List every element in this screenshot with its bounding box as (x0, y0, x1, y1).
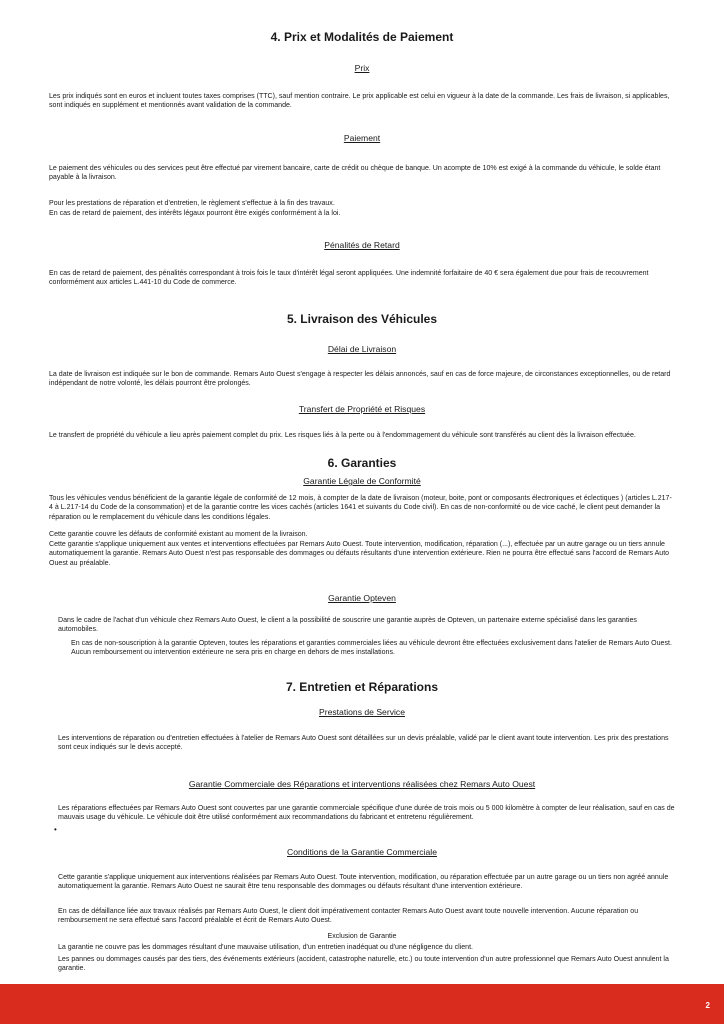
penalites-heading: Pénalités de Retard (324, 240, 400, 250)
exclusion-paragraph-2: Les pannes ou dommages causés par des tiers, des événements extérieurs (accident, catastrophe naturelle, etc.) ou toute intervention d'un autre professionnel que Remars Auto Ouest annulent la garantie. (58, 956, 669, 973)
prestations-heading: Prestations de Service (319, 707, 405, 717)
prix-heading: Prix (354, 63, 370, 73)
paiement-paragraph-2: Pour les prestations de réparation et d'entretien, le règlement s'effectue à la fin des travaux. (49, 200, 335, 207)
exclusion-heading: Exclusion de Garantie (327, 933, 397, 940)
garantie-legale-paragraph-1: Tous les véhicules vendus bénéficient de la garantie légale de conformité de 12 mois, à compter de la date de livraison (moteur, boite, pont or composants électroniques et éclectiques ) (articles L.217-4 à L.217-14 du Code de la consommation) et de la garantie contre les vices cachés (articles 1641 et suivants du Code civil). En cas de non-conformité ou de vice caché, le client peut demander la réparation ou le remplacement du véhicule dans les conditions légales. (49, 495, 672, 521)
delai-paragraph: La date de livraison est indiquée sur le bon de commande. Remars Auto Ouest s'engage à respecter les délais annoncés, sauf en cas de force majeure, de circonstances exceptionnelles, ou de retard indépendant de notre volonté, les délais pourront être prolongés. (49, 371, 671, 388)
garantie-legale-paragraph-3: Cette garantie s'applique uniquement aux ventes et interventions effectuées par Remars Auto Ouest. Toute intervention, modification, réparation (...), effectuée par un autre garage ou un tiers annule automatiquement la garantie. Remars Auto Ouest n'est pas responsable des dommages ou défauts résultants d'une intervention extérieure. Rien ne pourra être effectué sans l'accord de Remars Auto Ouest au préalable. (49, 541, 670, 567)
prestations-paragraph: Les interventions de réparation ou d'entretien effectuées à l'atelier de Remars Auto Ouest sont détaillées sur un devis préalable, validé par le client avant toute intervention. Les prix des prestations sont ceux indiqués sur le devis accepté. (58, 735, 669, 752)
transfert-paragraph: Le transfert de propriété du véhicule a lieu après paiement complet du prix. Les risques liés à la perte ou à l'endommagement du véhicule sont transférés au client dès la livraison effectuée. (49, 432, 636, 439)
page-number: 2 (705, 1001, 710, 1010)
garantie-opteven-paragraph-2: En cas de non-souscription à la garantie Opteven, toutes les réparations et garanties commerciales liées au véhicule devront être effectuées exclusivement dans l'atelier de Remars Auto Ouest. Aucun remboursement ou intervention extérieure ne sera pris en charge en dehors de mes installations. (71, 640, 672, 657)
section-7-title: 7. Entretien et Réparations (285, 680, 439, 694)
conditions-paragraph-1: Cette garantie s'applique uniquement aux interventions réalisées par Remars Auto Ouest. Toute intervention, modification, ou réparation effectuée par un autre garage ou un tiers non agréé annule automatiquement la garantie. Remars Auto Ouest ne saurait être tenu responsable des dommages ou défauts résultant d'une intervention extérieure. (58, 874, 669, 891)
exclusion-paragraph-1: La garantie ne couvre pas les dommages résultant d'une mauvaise utilisation, d'un entretien inadéquat ou d'une négligence du client. (58, 944, 473, 951)
section-4-title: 4. Prix et Modalités de Paiement (270, 30, 454, 44)
paiement-paragraph-3: En cas de retard de paiement, des intérêts légaux pourront être exigés conformément à la loi. (49, 210, 341, 217)
paiement-paragraph-1: Le paiement des véhicules ou des services peut être effectué par virement bancaire, carte de crédit ou chèque de banque. Un acompte de 10% est exigé à la commande du véhicule, le solde étant payable à la livraison. (49, 165, 661, 182)
garantie-commerciale-heading: Garantie Commerciale des Réparations et interventions réalisées chez Remars Auto Ouest (188, 779, 536, 789)
garantie-legale-heading: Garantie Légale de Conformité (303, 476, 421, 486)
garantie-opteven-paragraph-1: Dans le cadre de l'achat d'un véhicule chez Remars Auto Ouest, le client a la possibilité de souscrire une garantie auprès de Opteven, un partenaire externe spécialisé dans les garanties automobiles. (58, 617, 637, 634)
penalites-paragraph: En cas de retard de paiement, des pénalités correspondant à trois fois le taux d'intérêt légal seront appliquées. Une indemnité forfaitaire de 40 € sera également due pour frais de recouvrement conformément aux articles L.441-10 du Code de commerce. (49, 270, 649, 287)
transfert-heading: Transfert de Propriété et Risques (298, 404, 426, 414)
footer-band (0, 984, 724, 1024)
section-6-title: 6. Garanties (327, 456, 397, 470)
section-5-title: 5. Livraison des Véhicules (286, 312, 438, 326)
delai-heading: Délai de Livraison (327, 344, 397, 354)
conditions-paragraph-2: En cas de défaillance liée aux travaux réalisés par Remars Auto Ouest, le client doit impérativement contacter Remars Auto Ouest avant toute nouvelle intervention. Aucune réparation ou remboursement ne sera effectué sans l'accord préalable et écrit de Remars Auto Ouest. (58, 908, 639, 925)
conditions-heading: Conditions de la Garantie Commerciale (287, 847, 437, 857)
bullet-icon: • (54, 825, 57, 834)
garantie-commerciale-paragraph: Les réparations effectuées par Remars Auto Ouest sont couvertes par une garantie commerciale spécifique d'une durée de trois mois ou 5 000 kilomètre à compter de leur réalisation, sauf en cas de mauvais usage du véhicule. Le véhicule doit être utilisé conformément aux recommandations du fabricant et entretenu régulièrement. (58, 805, 675, 822)
garantie-legale-paragraph-2: Cette garantie couvre les défauts de conformité existant au moment de la livraison. (49, 531, 308, 538)
prix-paragraph: Les prix indiqués sont en euros et incluent toutes taxes comprises (TTC), sauf mention contraire. Le prix applicable est celui en vigueur à la date de la commande. Les frais de livraison, si applicables, sont indiqués en supplément et mentionnés avant validation de la commande. (49, 93, 670, 110)
paiement-heading: Paiement (343, 133, 381, 143)
garantie-opteven-heading: Garantie Opteven (328, 593, 396, 603)
